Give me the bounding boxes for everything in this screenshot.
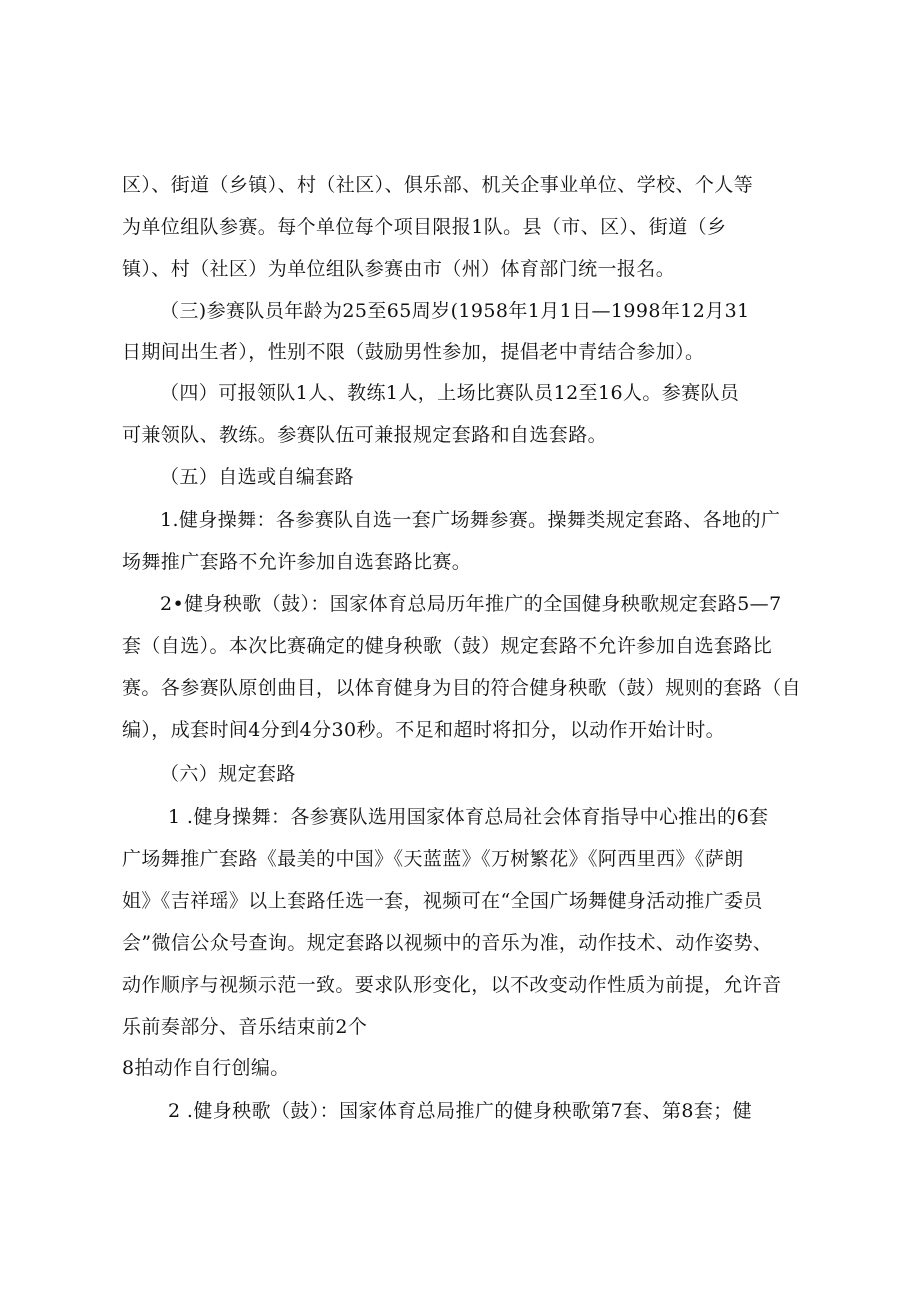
paragraph-line: 套（自选）。本次比赛确定的健身秧歌（鼓）规定套路不允许参加自选套路比 xyxy=(122,635,773,657)
paragraph-line: 镇）、村（社区）为单位组队参赛由市（州）体育部门统一报名。 xyxy=(122,258,676,280)
paragraph-line: 区）、街道（乡镇）、村（社区）、俱乐部、机关企事业单位、学校、个人等 xyxy=(122,174,754,196)
section-heading: （五）自选或自编套路 xyxy=(160,466,355,488)
paragraph-line: （四）可报领队1人、教练1人，上场比赛队员12至16人。参赛队员 xyxy=(160,382,740,404)
paragraph-line: 2•健身秧歌（鼓）：国家体育总局历年推广的全国健身秧歌规定套路5—7 xyxy=(160,593,782,615)
paragraph-line: 编），成套时间4分到4分30秒。不足和超时将扣分，以动作开始计时。 xyxy=(122,719,726,741)
paragraph-line: 日期间出生者），性别不限（鼓励男性参加，提倡老中青结合参加）。 xyxy=(122,341,705,363)
paragraph-line: 场舞推广套路不允许参加自选套路比赛。 xyxy=(122,551,472,573)
paragraph-line: 动作顺序与视频示范一致。要求队形变化，以不改变动作性质为前提，允许音 xyxy=(122,974,782,996)
paragraph-line: 会”微信公众号查询。规定套路以视频中的音乐为准，动作技术、动作姿势、 xyxy=(122,932,773,954)
paragraph-line: （三)参赛队员年龄为25至65周岁(1958年1月1日—1998年12月31 xyxy=(160,300,750,322)
paragraph-line: 2 .健身秧歌（鼓）：国家体育总局推广的健身秧歌第7套、第8套；健 xyxy=(168,1100,753,1122)
paragraph-line: 为单位组队参赛。每个单位每个项目限报1队。县（市、区）、街道（乡 xyxy=(122,216,727,238)
paragraph-line: 8拍动作自行创编。 xyxy=(122,1057,290,1079)
paragraph-line: 1.健身操舞：各参赛队自选一套广场舞参赛。操舞类规定套路、各地的广 xyxy=(160,509,781,531)
paragraph-line: 1 .健身操舞：各参赛队选用国家体育总局社会体育指导中心推出的6套 xyxy=(168,806,769,828)
paragraph-line: 广场舞推广套路《最美的中国》《天蓝蓝》《万树繁花》《阿西里西》《萨朗 xyxy=(122,848,744,870)
paragraph-line: 乐前奏部分、音乐结束前2个 xyxy=(122,1016,368,1038)
paragraph-line: 赛。各参赛队原创曲目，以体育健身为目的符合健身秧歌（鼓）规则的套路（自 xyxy=(122,677,802,699)
paragraph-line: 姐》《吉祥瑶》以上套路任选一套，视频可在“全国广场舞健身活动推广委员 xyxy=(122,890,763,912)
paragraph-line: 可兼领队、教练。参赛队伍可兼报规定套路和自选套路。 xyxy=(122,424,608,446)
section-heading: （六）规定套路 xyxy=(160,763,296,785)
